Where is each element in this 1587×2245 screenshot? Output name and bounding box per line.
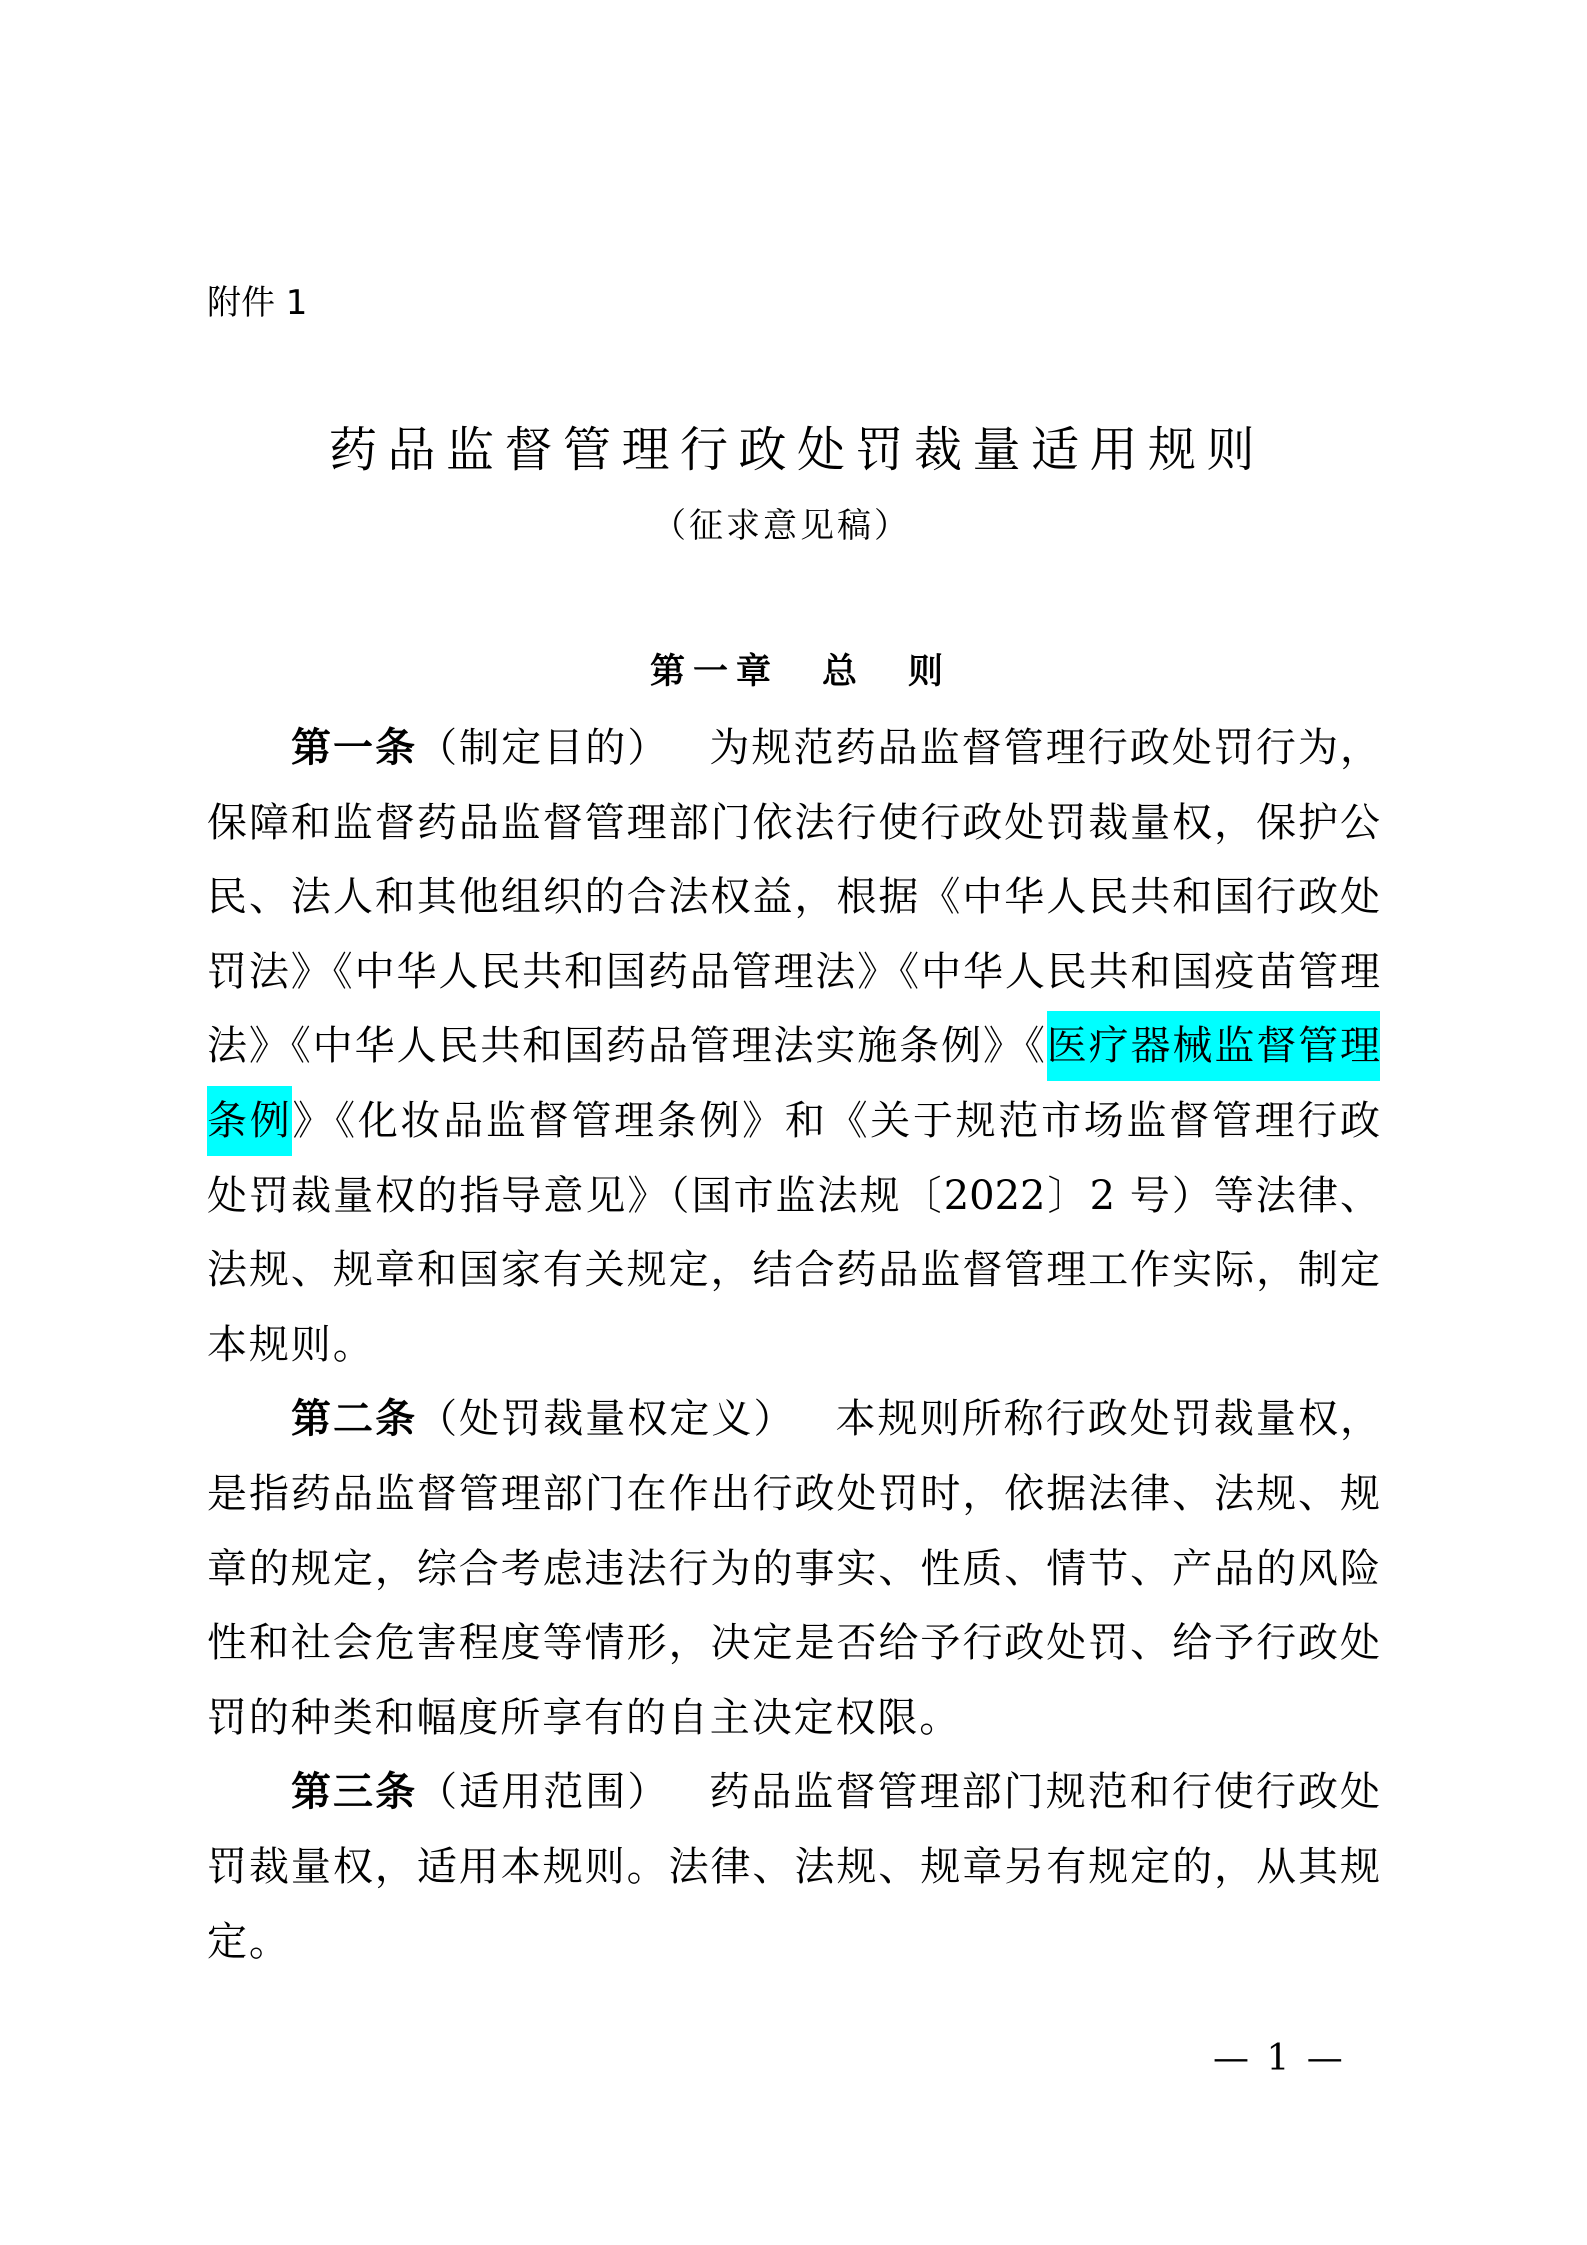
line-text: 罚的种类和幅度所享有的自主决定权限。 bbox=[207, 1694, 962, 1741]
article-2-line-2 bbox=[207, 1457, 1380, 1532]
line-text: 本规则。 bbox=[207, 1321, 375, 1368]
article-number: 第三条 bbox=[291, 1769, 418, 1816]
page-number: — 1 — bbox=[1213, 2038, 1346, 2079]
article-3 bbox=[207, 1755, 1380, 1979]
article-1-line-1 bbox=[207, 711, 1380, 786]
article-1 bbox=[207, 711, 1380, 1382]
article-1-line-8 bbox=[207, 1233, 1380, 1308]
article-3-line-1 bbox=[207, 1755, 1380, 1830]
article-3-line-2 bbox=[207, 1830, 1380, 1905]
attachment-label: 附件 1 bbox=[207, 283, 308, 323]
line-text: 章的规定，综合考虑违法行为的事实、性质、情节、产品的风险 bbox=[207, 1545, 1380, 1592]
article-1-line-2 bbox=[207, 786, 1380, 861]
article-lead-text: 本规则所称行政处罚裁量权， bbox=[835, 1396, 1380, 1443]
document-subtitle: （征求意见稿） bbox=[652, 506, 911, 546]
line-text: 处罚裁量权的指导意见》（国市监法规〔2022〕2 号）等法律、 bbox=[207, 1172, 1380, 1219]
article-1-line-3 bbox=[207, 860, 1380, 935]
article-1-line-4 bbox=[207, 935, 1380, 1010]
line-text: 性和社会危害程度等情形，决定是否给予行政处罚、给予行政处 bbox=[207, 1620, 1380, 1667]
article-2 bbox=[207, 1382, 1380, 1755]
article-topic: （适用范围） bbox=[417, 1769, 670, 1816]
article-number: 第一条 bbox=[291, 725, 418, 771]
line-text: 》《化妆品监督管理条例》和《关于规范市场监督管理行政 bbox=[292, 1097, 1381, 1144]
line-text: 罚裁量权，适用本规则。法律、法规、规章另有规定的，从其规 bbox=[207, 1843, 1380, 1890]
article-lead-text: 为规范药品监督管理行政处罚行为， bbox=[709, 725, 1380, 771]
article-2-line-1 bbox=[207, 1382, 1380, 1457]
highlighted-text: 医疗器械监督管理 bbox=[1047, 1011, 1380, 1081]
article-lead-text: 药品监督管理部门规范和行使行政处 bbox=[709, 1769, 1380, 1816]
line-text: 定。 bbox=[207, 1918, 291, 1965]
line-text: 保障和监督药品监督管理部门依法行使行政处罚裁量权，保护公 bbox=[207, 799, 1380, 846]
highlighted-text: 条例 bbox=[207, 1086, 292, 1156]
line-text: 法规、规章和国家有关规定，结合药品监督管理工作实际，制定 bbox=[207, 1247, 1380, 1294]
article-2-line-4 bbox=[207, 1606, 1380, 1681]
document-title: 药品监督管理行政处罚裁量适用规则 bbox=[329, 422, 1266, 478]
line-text: 是指药品监督管理部门在作出行政处罚时，依据法律、法规、规 bbox=[207, 1470, 1380, 1517]
line-text: 罚法》《中华人民共和国药品管理法》《中华人民共和国疫苗管理 bbox=[207, 948, 1380, 995]
article-1-line-7 bbox=[207, 1159, 1380, 1234]
article-2-line-5 bbox=[207, 1681, 1380, 1756]
article-2-line-3 bbox=[207, 1532, 1380, 1607]
line-text: 民、法人和其他组织的合法权益，根据《中华人民共和国行政处 bbox=[207, 874, 1380, 921]
article-number: 第二条 bbox=[291, 1396, 418, 1443]
article-topic: （制定目的） bbox=[417, 725, 670, 771]
line-text: 法》《中华人民共和国药品管理法实施条例》《 bbox=[207, 1023, 1047, 1070]
chapter-heading: 第一章 总 则 bbox=[650, 651, 952, 692]
article-topic: （处罚裁量权定义） bbox=[417, 1396, 796, 1443]
article-1-line-9 bbox=[207, 1308, 1380, 1383]
article-1-line-6 bbox=[207, 1084, 1380, 1159]
article-3-line-3 bbox=[207, 1905, 1380, 1980]
document-body bbox=[207, 711, 1380, 1979]
article-1-line-5 bbox=[207, 1009, 1380, 1084]
